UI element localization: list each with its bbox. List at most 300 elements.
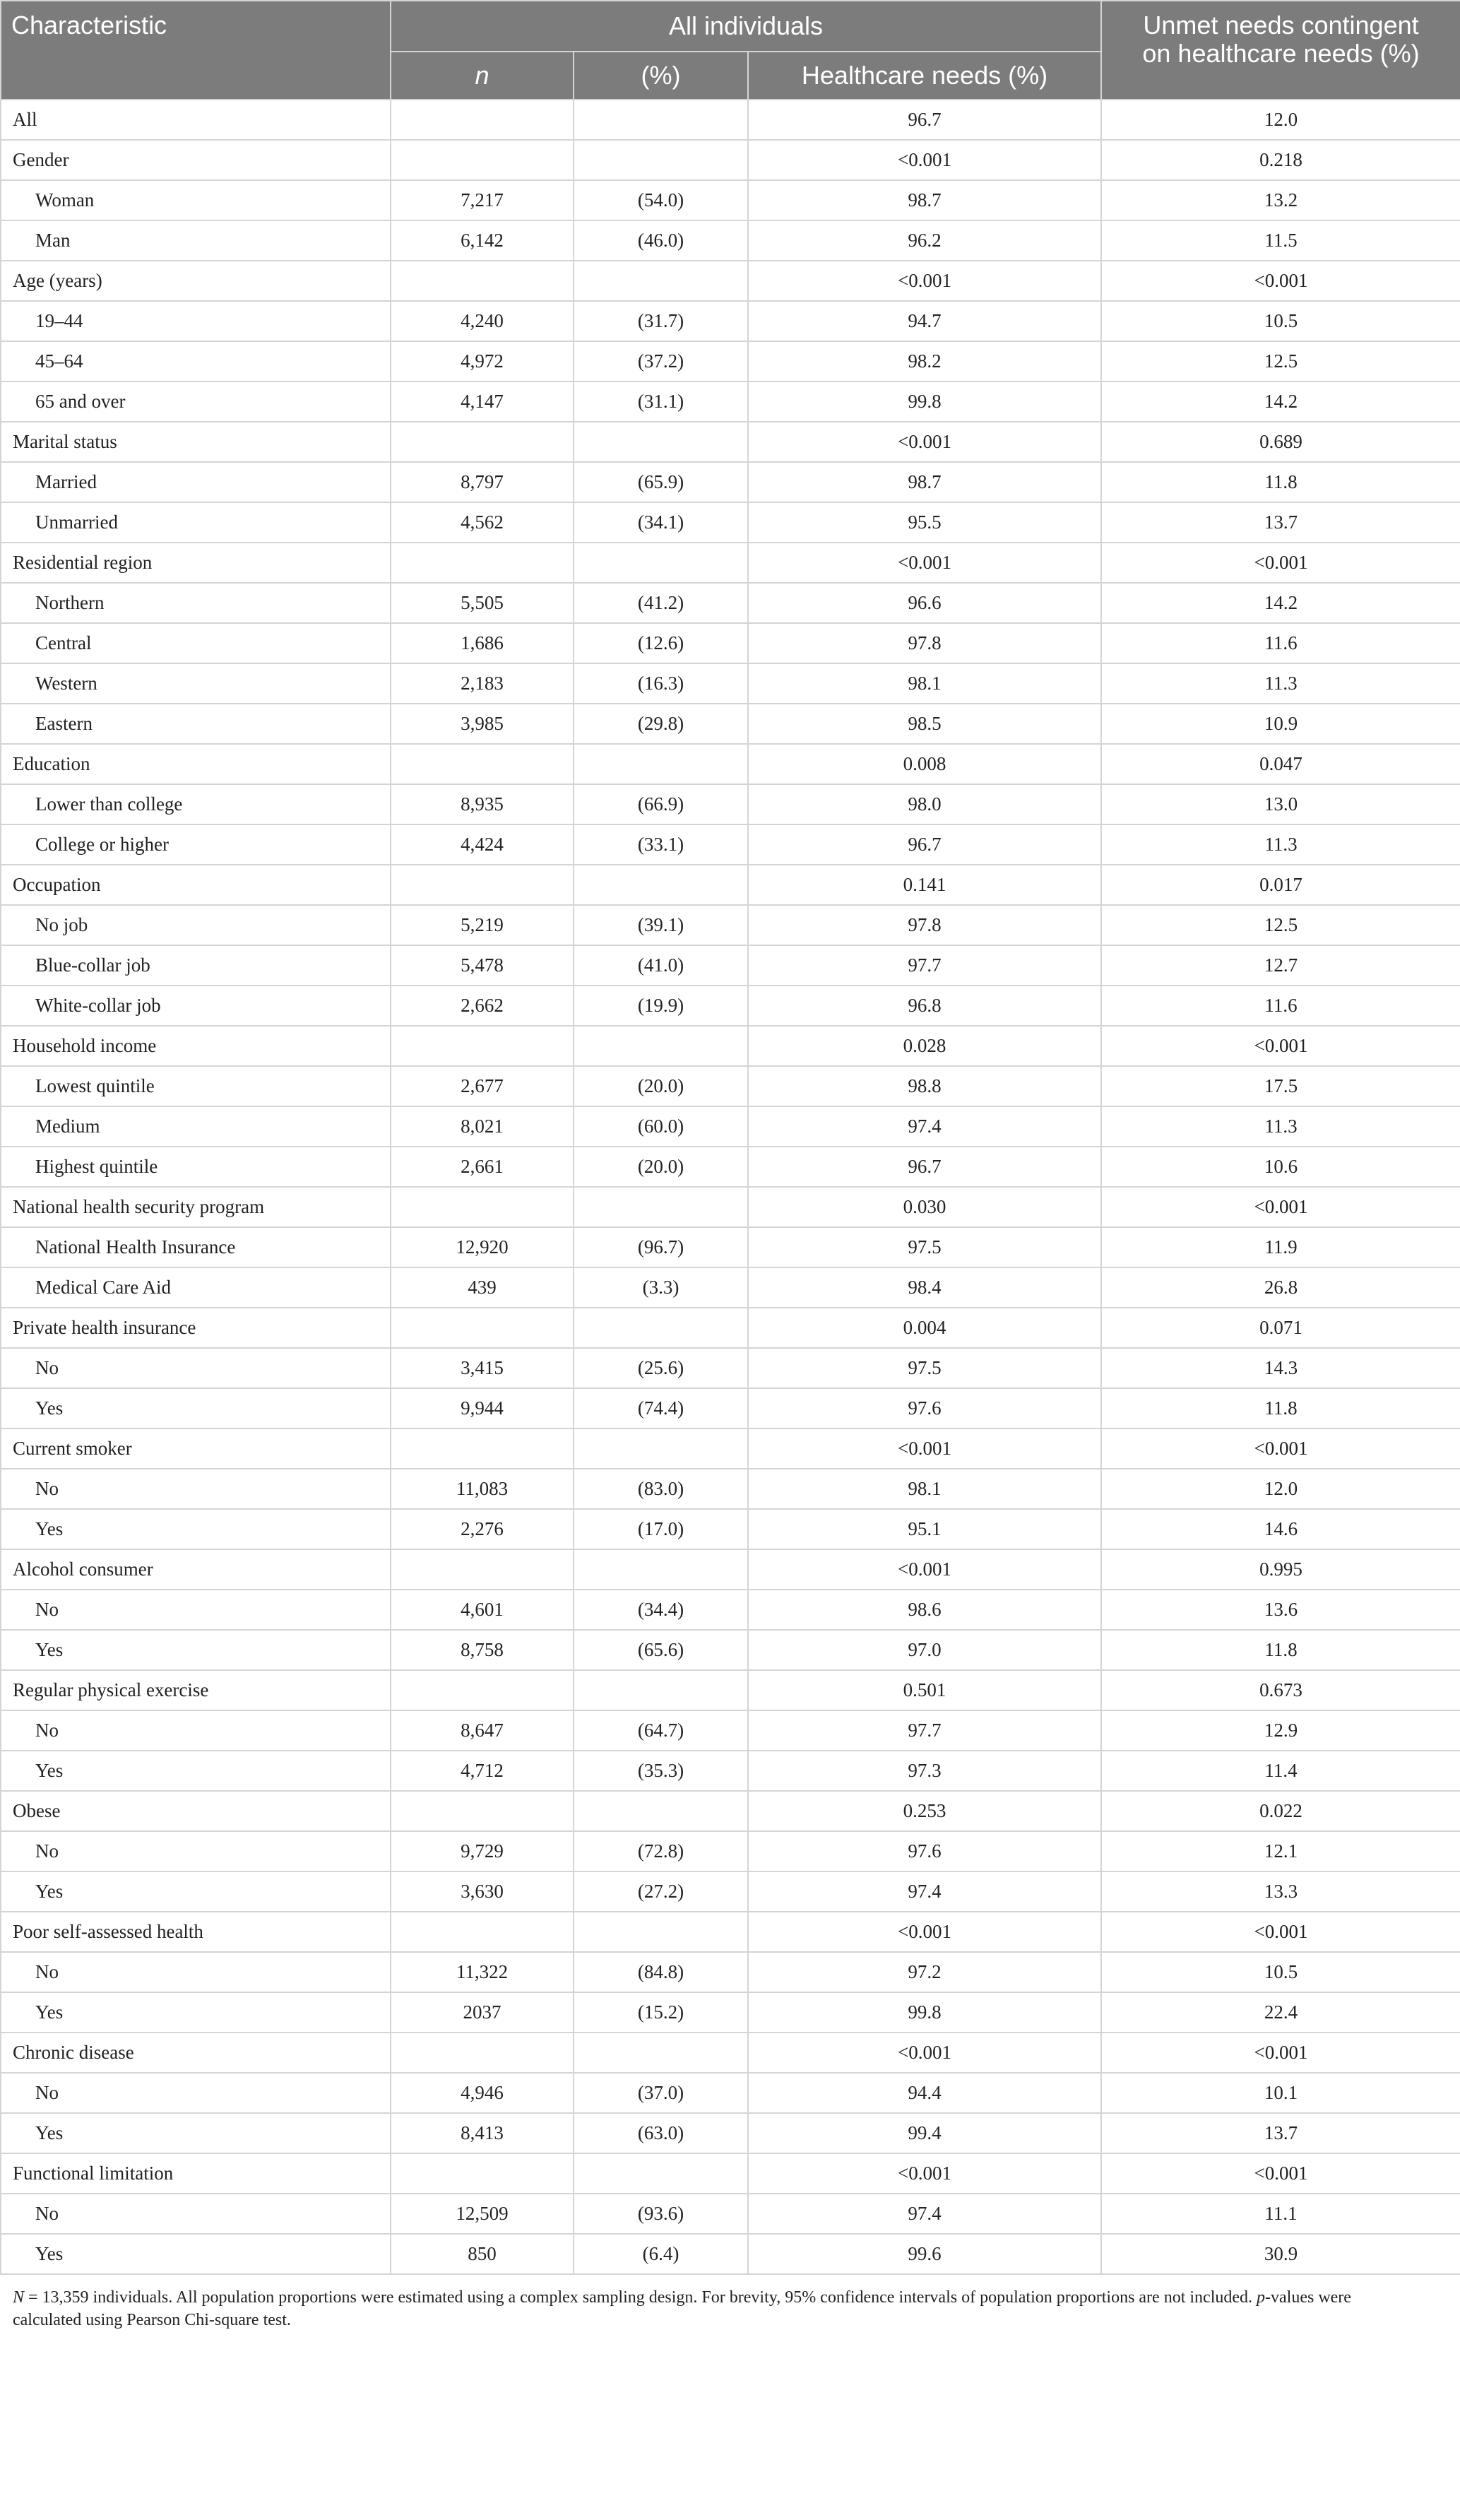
cell-n bbox=[391, 140, 574, 180]
cell-n bbox=[391, 2033, 574, 2073]
cell-percent bbox=[574, 2153, 748, 2194]
cell-percent: (15.2) bbox=[574, 1992, 748, 2033]
cell-percent: (72.8) bbox=[574, 1831, 748, 1871]
cell-unmet-needs: 14.6 bbox=[1101, 1509, 1460, 1549]
cell-percent: (31.1) bbox=[574, 381, 748, 422]
table-row bbox=[1, 663, 1460, 704]
cell-percent bbox=[574, 1670, 748, 1710]
row-label: No bbox=[1, 2073, 391, 2113]
header-unmet-needs bbox=[1101, 1, 1460, 100]
cell-unmet-needs: 11.1 bbox=[1101, 2194, 1460, 2234]
cell-healthcare-needs: 99.4 bbox=[748, 2113, 1101, 2153]
table-header bbox=[1, 1, 1460, 100]
cell-healthcare-needs: 97.5 bbox=[748, 1348, 1101, 1388]
cell-unmet-needs: 11.3 bbox=[1101, 824, 1460, 865]
row-label: Unmarried bbox=[1, 502, 391, 543]
table-row bbox=[1, 1147, 1460, 1187]
cell-unmet-needs: 11.3 bbox=[1101, 1106, 1460, 1147]
cell-unmet-needs: 0.995 bbox=[1101, 1549, 1460, 1590]
table-group-row bbox=[1, 261, 1460, 301]
row-label: Occupation bbox=[1, 865, 391, 905]
cell-unmet-needs: 0.689 bbox=[1101, 422, 1460, 462]
table-row bbox=[1, 1106, 1460, 1147]
row-label: Yes bbox=[1, 2234, 391, 2274]
table-group-row bbox=[1, 1912, 1460, 1952]
cell-n: 7,217 bbox=[391, 180, 574, 220]
table-row bbox=[1, 180, 1460, 220]
cell-healthcare-needs: <0.001 bbox=[748, 2153, 1101, 2194]
table-group-row bbox=[1, 1026, 1460, 1066]
table-row bbox=[1, 945, 1460, 986]
cell-unmet-needs: 11.5 bbox=[1101, 220, 1460, 261]
cell-healthcare-needs: <0.001 bbox=[748, 140, 1101, 180]
cell-percent: (37.2) bbox=[574, 341, 748, 381]
cell-n: 12,509 bbox=[391, 2194, 574, 2234]
cell-unmet-needs: 13.0 bbox=[1101, 784, 1460, 824]
table-row bbox=[1, 1952, 1460, 1992]
cell-n: 5,505 bbox=[391, 583, 574, 623]
cell-percent bbox=[574, 100, 748, 140]
table-group-row bbox=[1, 1791, 1460, 1831]
row-label: Residential region bbox=[1, 543, 391, 583]
cell-n: 8,797 bbox=[391, 462, 574, 502]
table-group-row bbox=[1, 422, 1460, 462]
cell-unmet-needs: <0.001 bbox=[1101, 2033, 1460, 2073]
cell-n: 5,219 bbox=[391, 905, 574, 945]
cell-unmet-needs: 10.5 bbox=[1101, 1952, 1460, 1992]
row-label: Yes bbox=[1, 1630, 391, 1670]
table-row bbox=[1, 1348, 1460, 1388]
row-label: No job bbox=[1, 905, 391, 945]
footnote-p-symbol: p bbox=[1257, 2288, 1266, 2307]
table-row bbox=[1, 905, 1460, 945]
cell-healthcare-needs: <0.001 bbox=[748, 1549, 1101, 1590]
row-label: 19–44 bbox=[1, 301, 391, 341]
cell-unmet-needs: 12.5 bbox=[1101, 341, 1460, 381]
row-label: Age (years) bbox=[1, 261, 391, 301]
cell-healthcare-needs: 0.253 bbox=[748, 1791, 1101, 1831]
cell-unmet-needs: 22.4 bbox=[1101, 1992, 1460, 2033]
cell-n bbox=[391, 261, 574, 301]
cell-healthcare-needs: 94.4 bbox=[748, 2073, 1101, 2113]
table-body bbox=[1, 100, 1460, 2274]
table-group-row bbox=[1, 140, 1460, 180]
cell-healthcare-needs: <0.001 bbox=[748, 422, 1101, 462]
cell-healthcare-needs: 97.4 bbox=[748, 1871, 1101, 1912]
row-label: Marital status bbox=[1, 422, 391, 462]
cell-unmet-needs: 0.022 bbox=[1101, 1791, 1460, 1831]
row-label: Alcohol consumer bbox=[1, 1549, 391, 1590]
cell-unmet-needs: 10.9 bbox=[1101, 704, 1460, 744]
cell-percent: (54.0) bbox=[574, 180, 748, 220]
table-row bbox=[1, 381, 1460, 422]
table-row bbox=[1, 341, 1460, 381]
table-group-row bbox=[1, 1308, 1460, 1348]
cell-unmet-needs: <0.001 bbox=[1101, 1428, 1460, 1469]
cell-healthcare-needs: 96.7 bbox=[748, 1147, 1101, 1187]
table-row bbox=[1, 1590, 1460, 1630]
cell-percent bbox=[574, 422, 748, 462]
cell-n: 4,424 bbox=[391, 824, 574, 865]
cell-unmet-needs: 12.9 bbox=[1101, 1710, 1460, 1751]
row-label: Lower than college bbox=[1, 784, 391, 824]
cell-healthcare-needs: 97.0 bbox=[748, 1630, 1101, 1670]
row-label: Northern bbox=[1, 583, 391, 623]
cell-n bbox=[391, 100, 574, 140]
cell-unmet-needs: 12.5 bbox=[1101, 905, 1460, 945]
cell-n: 9,944 bbox=[391, 1388, 574, 1428]
footnote-n-symbol: N bbox=[13, 2288, 25, 2307]
footnote-text-part-1: = 13,359 individuals. All population proportions were estimated using a complex sampling design. For brevity, 95% confidence intervals of population proportions are not included. bbox=[24, 2288, 1257, 2307]
cell-healthcare-needs: <0.001 bbox=[748, 543, 1101, 583]
cell-n: 8,647 bbox=[391, 1710, 574, 1751]
cell-healthcare-needs: 0.004 bbox=[748, 1308, 1101, 1348]
cell-unmet-needs: 0.071 bbox=[1101, 1308, 1460, 1348]
row-label: Functional limitation bbox=[1, 2153, 391, 2194]
cell-percent: (29.8) bbox=[574, 704, 748, 744]
cell-healthcare-needs: 95.5 bbox=[748, 502, 1101, 543]
cell-healthcare-needs: 97.8 bbox=[748, 905, 1101, 945]
cell-unmet-needs: <0.001 bbox=[1101, 2153, 1460, 2194]
cell-percent: (60.0) bbox=[574, 1106, 748, 1147]
cell-percent bbox=[574, 1187, 748, 1227]
table-row bbox=[1, 1710, 1460, 1751]
cell-unmet-needs: 12.0 bbox=[1101, 100, 1460, 140]
cell-healthcare-needs: <0.001 bbox=[748, 1912, 1101, 1952]
cell-healthcare-needs: 98.7 bbox=[748, 180, 1101, 220]
cell-n: 5,478 bbox=[391, 945, 574, 986]
cell-n: 439 bbox=[391, 1267, 574, 1308]
cell-percent: (6.4) bbox=[574, 2234, 748, 2274]
cell-percent bbox=[574, 543, 748, 583]
header-all-individuals: All individuals bbox=[391, 1, 1101, 52]
cell-unmet-needs: 13.3 bbox=[1101, 1871, 1460, 1912]
table-row bbox=[1, 2113, 1460, 2153]
cell-unmet-needs: 14.2 bbox=[1101, 583, 1460, 623]
cell-healthcare-needs: 98.0 bbox=[748, 784, 1101, 824]
cell-n bbox=[391, 1428, 574, 1469]
cell-n: 4,147 bbox=[391, 381, 574, 422]
cell-unmet-needs: 0.047 bbox=[1101, 744, 1460, 784]
cell-percent: (12.6) bbox=[574, 623, 748, 663]
cell-n: 3,415 bbox=[391, 1348, 574, 1388]
cell-unmet-needs: 13.2 bbox=[1101, 180, 1460, 220]
cell-healthcare-needs: 97.4 bbox=[748, 1106, 1101, 1147]
cell-unmet-needs: <0.001 bbox=[1101, 1912, 1460, 1952]
cell-healthcare-needs: 98.6 bbox=[748, 1590, 1101, 1630]
cell-healthcare-needs: 0.141 bbox=[748, 865, 1101, 905]
row-label: 65 and over bbox=[1, 381, 391, 422]
cell-unmet-needs: 12.0 bbox=[1101, 1469, 1460, 1509]
row-label: College or higher bbox=[1, 824, 391, 865]
cell-unmet-needs: 10.6 bbox=[1101, 1147, 1460, 1187]
cell-unmet-needs: 11.8 bbox=[1101, 1630, 1460, 1670]
cell-healthcare-needs: 95.1 bbox=[748, 1509, 1101, 1549]
cell-n: 8,413 bbox=[391, 2113, 574, 2153]
row-label: No bbox=[1, 1348, 391, 1388]
row-label: Obese bbox=[1, 1791, 391, 1831]
row-label: 45–64 bbox=[1, 341, 391, 381]
table-row bbox=[1, 462, 1460, 502]
cell-unmet-needs: <0.001 bbox=[1101, 261, 1460, 301]
cell-n: 1,686 bbox=[391, 623, 574, 663]
cell-healthcare-needs: 97.7 bbox=[748, 1710, 1101, 1751]
cell-unmet-needs: 11.3 bbox=[1101, 663, 1460, 704]
cell-n bbox=[391, 1549, 574, 1590]
cell-n bbox=[391, 1912, 574, 1952]
cell-healthcare-needs: <0.001 bbox=[748, 1428, 1101, 1469]
cell-percent bbox=[574, 1428, 748, 1469]
cell-unmet-needs: 0.017 bbox=[1101, 865, 1460, 905]
cell-percent: (63.0) bbox=[574, 2113, 748, 2153]
cell-healthcare-needs: 97.6 bbox=[748, 1831, 1101, 1871]
row-label: National health security program bbox=[1, 1187, 391, 1227]
table-group-row bbox=[1, 100, 1460, 140]
table-footnote bbox=[0, 2275, 1434, 2331]
row-label: Western bbox=[1, 663, 391, 704]
header-unmet-line-2: on healthcare needs (%) bbox=[1142, 39, 1420, 68]
table-row bbox=[1, 1227, 1460, 1267]
cell-unmet-needs: 17.5 bbox=[1101, 1066, 1460, 1106]
cell-healthcare-needs: 96.6 bbox=[748, 583, 1101, 623]
header-healthcare-needs: Healthcare needs (%) bbox=[748, 52, 1101, 100]
cell-n: 12,920 bbox=[391, 1227, 574, 1267]
cell-n: 4,601 bbox=[391, 1590, 574, 1630]
table-row bbox=[1, 2234, 1460, 2274]
cell-healthcare-needs: 96.7 bbox=[748, 824, 1101, 865]
cell-unmet-needs: 13.7 bbox=[1101, 502, 1460, 543]
cell-percent: (3.3) bbox=[574, 1267, 748, 1308]
cell-unmet-needs: 11.4 bbox=[1101, 1751, 1460, 1791]
cell-healthcare-needs: 98.1 bbox=[748, 1469, 1101, 1509]
cell-unmet-needs: 26.8 bbox=[1101, 1267, 1460, 1308]
cell-unmet-needs: 11.6 bbox=[1101, 623, 1460, 663]
table-row bbox=[1, 1509, 1460, 1549]
cell-healthcare-needs: 96.8 bbox=[748, 986, 1101, 1026]
table-row bbox=[1, 824, 1460, 865]
row-label: Yes bbox=[1, 1751, 391, 1791]
row-label: Central bbox=[1, 623, 391, 663]
row-label: All bbox=[1, 100, 391, 140]
cell-healthcare-needs: 97.6 bbox=[748, 1388, 1101, 1428]
cell-healthcare-needs: 99.8 bbox=[748, 1992, 1101, 2033]
cell-percent bbox=[574, 261, 748, 301]
cell-n: 4,946 bbox=[391, 2073, 574, 2113]
cell-percent: (84.8) bbox=[574, 1952, 748, 1992]
cell-percent: (65.6) bbox=[574, 1630, 748, 1670]
cell-n: 2037 bbox=[391, 1992, 574, 2033]
cell-n bbox=[391, 2153, 574, 2194]
cell-unmet-needs: <0.001 bbox=[1101, 1187, 1460, 1227]
cell-n: 2,276 bbox=[391, 1509, 574, 1549]
cell-percent: (41.2) bbox=[574, 583, 748, 623]
row-label: Current smoker bbox=[1, 1428, 391, 1469]
cell-percent bbox=[574, 1026, 748, 1066]
cell-n: 4,240 bbox=[391, 301, 574, 341]
cell-healthcare-needs: 97.8 bbox=[748, 623, 1101, 663]
cell-healthcare-needs: 96.7 bbox=[748, 100, 1101, 140]
cell-percent bbox=[574, 1549, 748, 1590]
cell-healthcare-needs: 0.008 bbox=[748, 744, 1101, 784]
cell-healthcare-needs: 97.7 bbox=[748, 945, 1101, 986]
cell-n: 8,758 bbox=[391, 1630, 574, 1670]
cell-healthcare-needs: 98.5 bbox=[748, 704, 1101, 744]
cell-percent: (34.4) bbox=[574, 1590, 748, 1630]
cell-percent: (35.3) bbox=[574, 1751, 748, 1791]
cell-n: 3,630 bbox=[391, 1871, 574, 1912]
cell-percent: (39.1) bbox=[574, 905, 748, 945]
cell-healthcare-needs: 0.028 bbox=[748, 1026, 1101, 1066]
cell-unmet-needs: 11.8 bbox=[1101, 462, 1460, 502]
cell-unmet-needs: 12.1 bbox=[1101, 1831, 1460, 1871]
row-label: Yes bbox=[1, 1388, 391, 1428]
cell-n bbox=[391, 744, 574, 784]
header-characteristic: Characteristic bbox=[1, 1, 391, 100]
row-label: National Health Insurance bbox=[1, 1227, 391, 1267]
cell-healthcare-needs: 98.2 bbox=[748, 341, 1101, 381]
cell-unmet-needs: 11.9 bbox=[1101, 1227, 1460, 1267]
table-row bbox=[1, 1267, 1460, 1308]
row-label: White-collar job bbox=[1, 986, 391, 1026]
cell-unmet-needs: <0.001 bbox=[1101, 543, 1460, 583]
cell-healthcare-needs: 0.501 bbox=[748, 1670, 1101, 1710]
row-label: Poor self-assessed health bbox=[1, 1912, 391, 1952]
cell-percent: (34.1) bbox=[574, 502, 748, 543]
cell-percent: (96.7) bbox=[574, 1227, 748, 1267]
cell-healthcare-needs: 0.030 bbox=[748, 1187, 1101, 1227]
row-label: Household income bbox=[1, 1026, 391, 1066]
cell-percent: (46.0) bbox=[574, 220, 748, 261]
row-label: Married bbox=[1, 462, 391, 502]
row-label: Education bbox=[1, 744, 391, 784]
table-row bbox=[1, 1831, 1460, 1871]
row-label: Regular physical exercise bbox=[1, 1670, 391, 1710]
row-label: No bbox=[1, 1952, 391, 1992]
table-row bbox=[1, 583, 1460, 623]
row-label: No bbox=[1, 2194, 391, 2234]
cell-healthcare-needs: 98.8 bbox=[748, 1066, 1101, 1106]
table-row bbox=[1, 502, 1460, 543]
row-label: No bbox=[1, 1590, 391, 1630]
table-row bbox=[1, 301, 1460, 341]
cell-percent: (83.0) bbox=[574, 1469, 748, 1509]
cell-unmet-needs: 12.7 bbox=[1101, 945, 1460, 986]
table-row bbox=[1, 1066, 1460, 1106]
cell-percent: (37.0) bbox=[574, 2073, 748, 2113]
cell-percent: (65.9) bbox=[574, 462, 748, 502]
cell-percent bbox=[574, 140, 748, 180]
cell-healthcare-needs: 99.8 bbox=[748, 381, 1101, 422]
table-row bbox=[1, 704, 1460, 744]
cell-n bbox=[391, 422, 574, 462]
table-row bbox=[1, 220, 1460, 261]
cell-unmet-needs: 14.2 bbox=[1101, 381, 1460, 422]
cell-healthcare-needs: <0.001 bbox=[748, 2033, 1101, 2073]
row-label: Gender bbox=[1, 140, 391, 180]
header-unmet-line-1: Unmet needs contingent bbox=[1143, 11, 1419, 40]
cell-healthcare-needs: 98.4 bbox=[748, 1267, 1101, 1308]
cell-n bbox=[391, 1187, 574, 1227]
row-label: Chronic disease bbox=[1, 2033, 391, 2073]
table-group-row bbox=[1, 1670, 1460, 1710]
cell-percent: (64.7) bbox=[574, 1710, 748, 1751]
cell-percent: (66.9) bbox=[574, 784, 748, 824]
cell-n: 2,662 bbox=[391, 986, 574, 1026]
cell-percent: (31.7) bbox=[574, 301, 748, 341]
row-label: Eastern bbox=[1, 704, 391, 744]
cell-percent bbox=[574, 1308, 748, 1348]
cell-unmet-needs: 11.8 bbox=[1101, 1388, 1460, 1428]
cell-healthcare-needs: 96.2 bbox=[748, 220, 1101, 261]
table-group-row bbox=[1, 543, 1460, 583]
cell-unmet-needs: 10.5 bbox=[1101, 301, 1460, 341]
cell-n: 3,985 bbox=[391, 704, 574, 744]
table-row bbox=[1, 2194, 1460, 2234]
row-label: Blue-collar job bbox=[1, 945, 391, 986]
cell-healthcare-needs: 94.7 bbox=[748, 301, 1101, 341]
row-label: No bbox=[1, 1469, 391, 1509]
row-label: No bbox=[1, 1831, 391, 1871]
row-label: Lowest quintile bbox=[1, 1066, 391, 1106]
footnote-text-part-2: -values were calculated using Pearson Chi-square test. bbox=[13, 2288, 1351, 2329]
cell-healthcare-needs: 97.2 bbox=[748, 1952, 1101, 1992]
row-label: Woman bbox=[1, 180, 391, 220]
cell-percent: (20.0) bbox=[574, 1147, 748, 1187]
cell-percent bbox=[574, 744, 748, 784]
table-row bbox=[1, 1630, 1460, 1670]
cell-percent: (17.0) bbox=[574, 1509, 748, 1549]
row-label: No bbox=[1, 1710, 391, 1751]
table-group-row bbox=[1, 1428, 1460, 1469]
table-row bbox=[1, 623, 1460, 663]
header-percent: (%) bbox=[574, 52, 748, 100]
cell-n: 4,712 bbox=[391, 1751, 574, 1791]
cell-healthcare-needs: <0.001 bbox=[748, 261, 1101, 301]
cell-unmet-needs: 11.6 bbox=[1101, 986, 1460, 1026]
cell-healthcare-needs: 98.7 bbox=[748, 462, 1101, 502]
cell-n bbox=[391, 1026, 574, 1066]
cell-percent: (16.3) bbox=[574, 663, 748, 704]
cell-unmet-needs: 30.9 bbox=[1101, 2234, 1460, 2274]
cell-percent bbox=[574, 865, 748, 905]
cell-percent: (93.6) bbox=[574, 2194, 748, 2234]
table-group-row bbox=[1, 1187, 1460, 1227]
cell-healthcare-needs: 97.3 bbox=[748, 1751, 1101, 1791]
cell-n bbox=[391, 1670, 574, 1710]
cell-percent: (41.0) bbox=[574, 945, 748, 986]
cell-percent: (25.6) bbox=[574, 1348, 748, 1388]
cell-healthcare-needs: 97.4 bbox=[748, 2194, 1101, 2234]
cell-unmet-needs: 10.1 bbox=[1101, 2073, 1460, 2113]
table-row bbox=[1, 1469, 1460, 1509]
row-label: Medical Care Aid bbox=[1, 1267, 391, 1308]
cell-healthcare-needs: 98.1 bbox=[748, 663, 1101, 704]
table-group-row bbox=[1, 2033, 1460, 2073]
cell-percent: (20.0) bbox=[574, 1066, 748, 1106]
cell-unmet-needs: 13.6 bbox=[1101, 1590, 1460, 1630]
table-row bbox=[1, 1992, 1460, 2033]
row-label: Yes bbox=[1, 2113, 391, 2153]
cell-n: 11,083 bbox=[391, 1469, 574, 1509]
cell-n: 2,661 bbox=[391, 1147, 574, 1187]
table-group-row bbox=[1, 1549, 1460, 1590]
table-row bbox=[1, 1388, 1460, 1428]
row-label: Private health insurance bbox=[1, 1308, 391, 1348]
cell-n: 8,021 bbox=[391, 1106, 574, 1147]
cell-n: 4,562 bbox=[391, 502, 574, 543]
cell-percent: (74.4) bbox=[574, 1388, 748, 1428]
cell-unmet-needs: 0.218 bbox=[1101, 140, 1460, 180]
